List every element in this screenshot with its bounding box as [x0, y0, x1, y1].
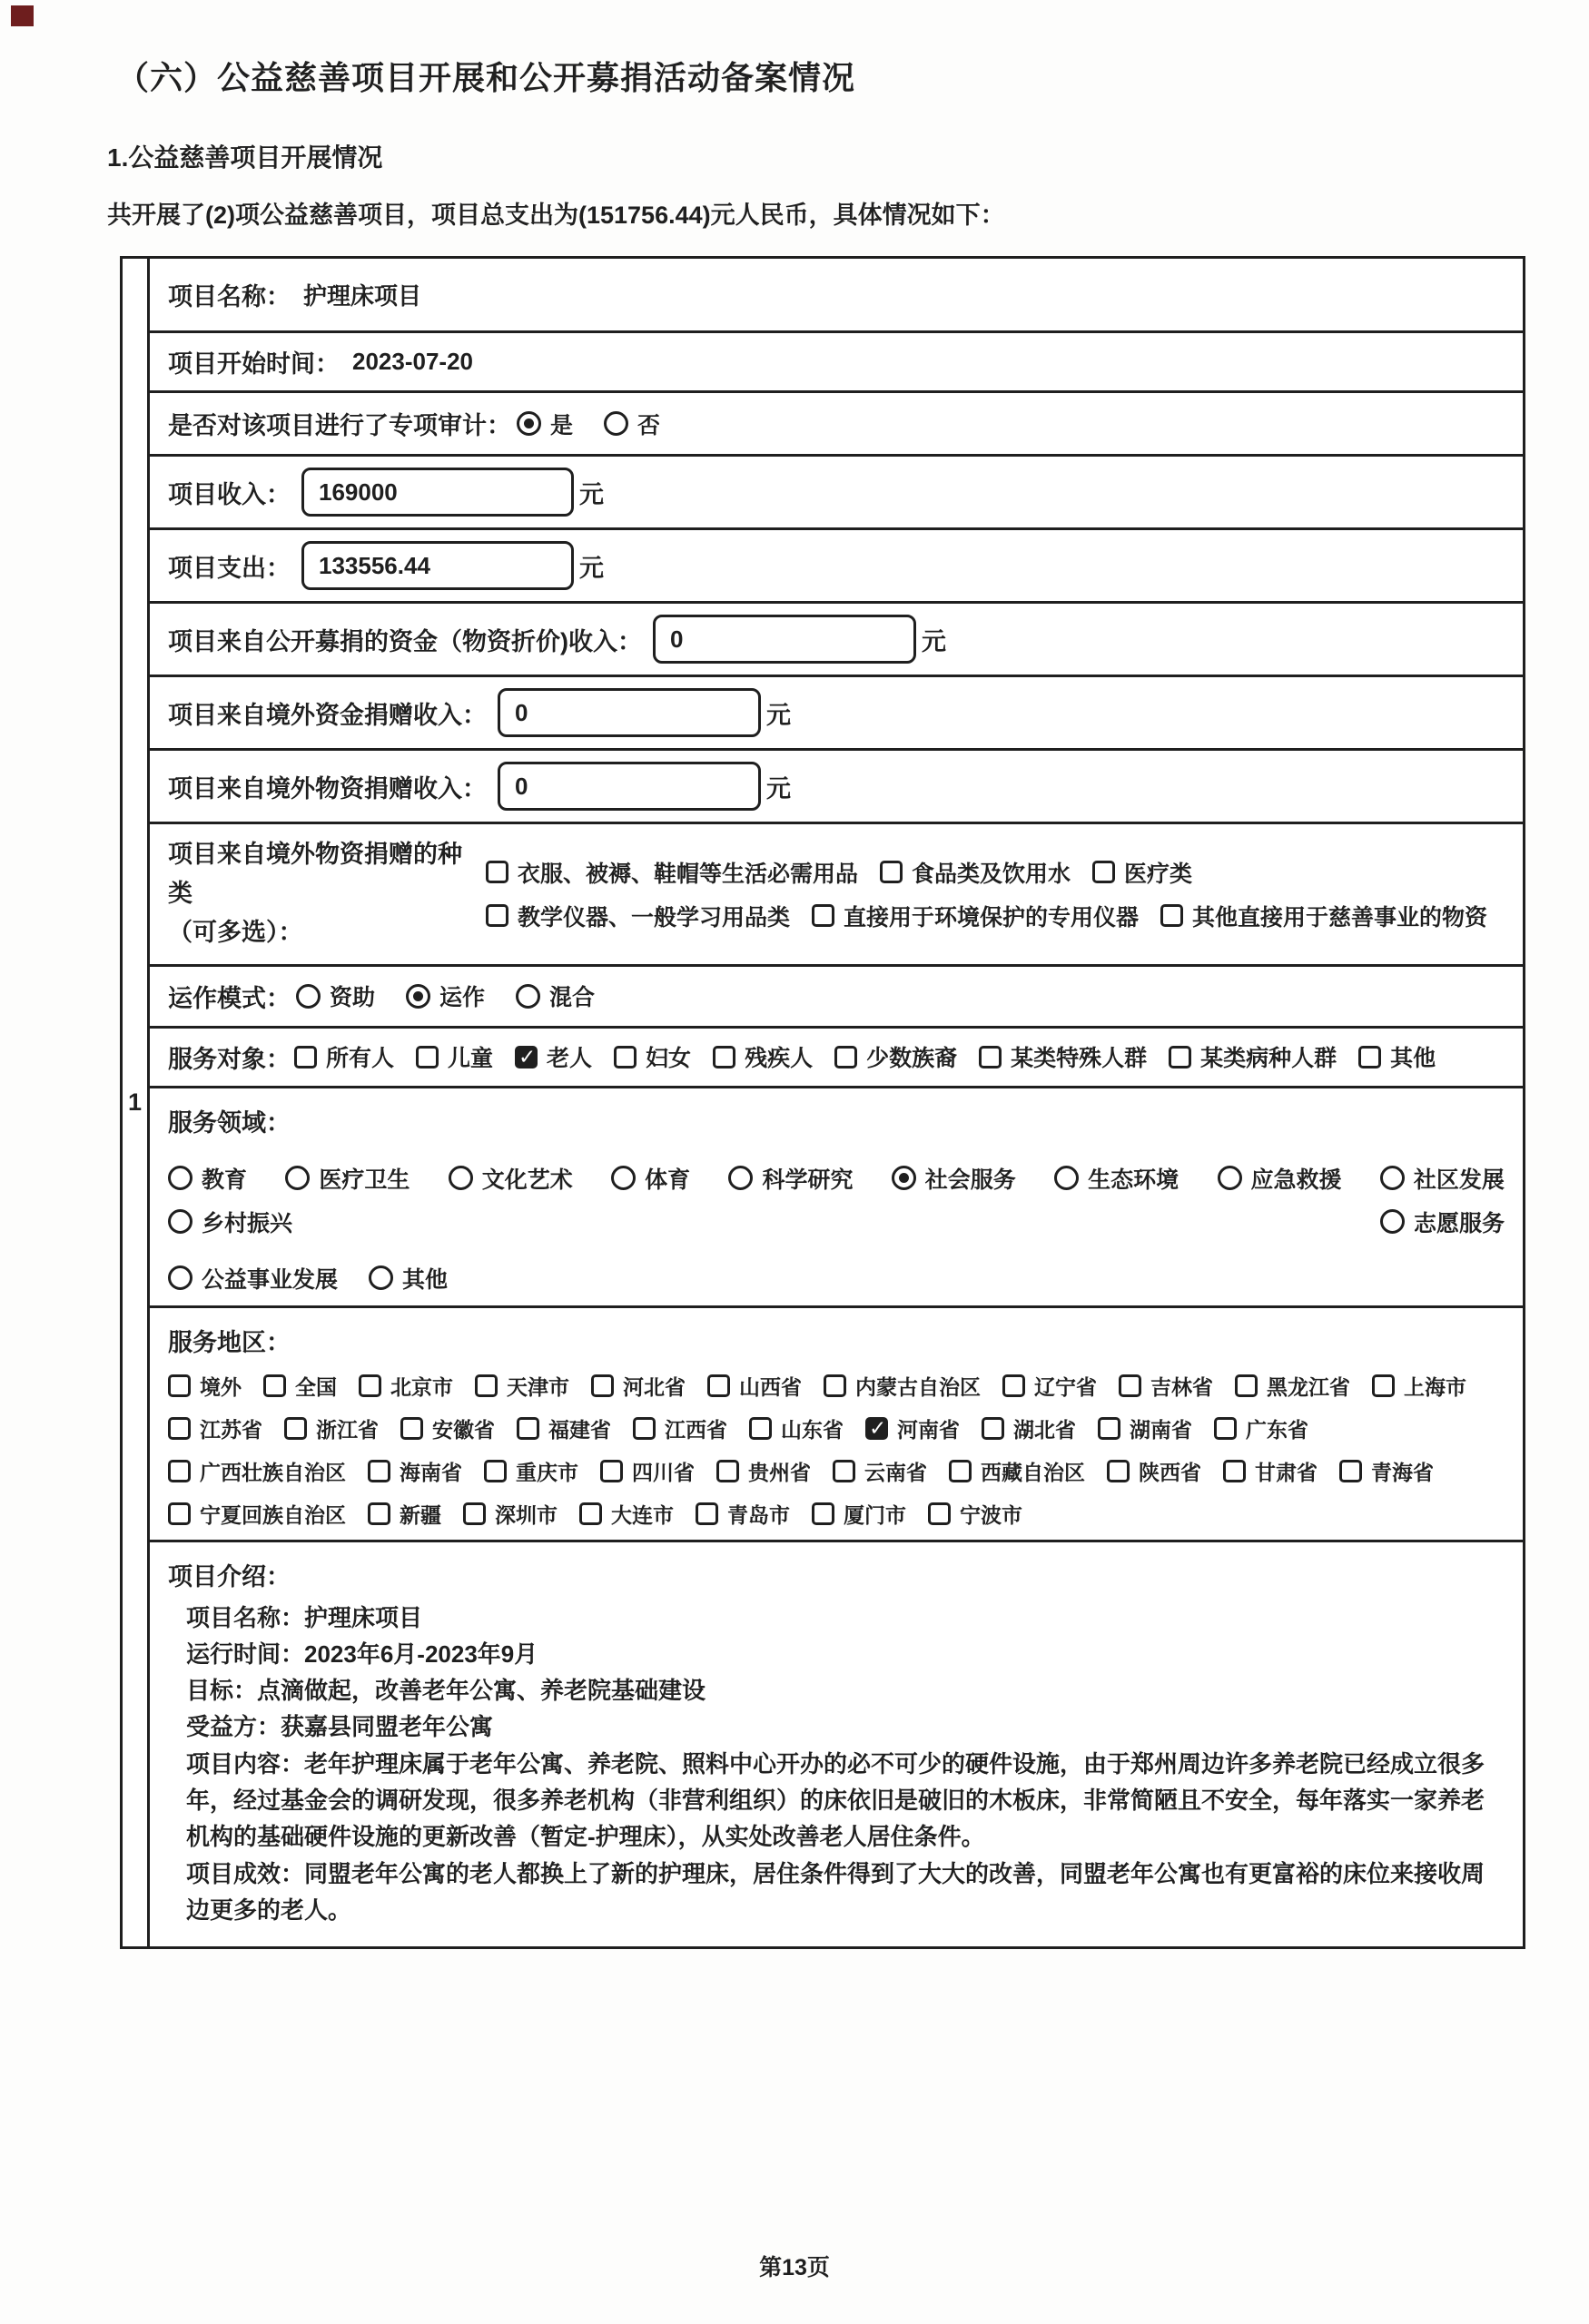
service-field-option[interactable] — [369, 1262, 448, 1295]
row-start-date — [150, 333, 1523, 393]
service-area-option-label: 江苏省 — [200, 1417, 262, 1442]
checkbox-icon — [824, 1374, 846, 1397]
introduction-line: 运行时间：2023年6月-2023年9月 — [186, 1640, 538, 1668]
service-area-option[interactable] — [824, 1371, 981, 1401]
radio-icon — [611, 1166, 636, 1190]
checkbox-icon — [633, 1417, 656, 1440]
overseas-funds-unit: 元 — [766, 701, 791, 729]
checkbox-icon — [749, 1417, 772, 1440]
service-targets-label: 服务对象： — [168, 1045, 291, 1073]
service-target-option[interactable] — [713, 1040, 813, 1073]
radio-icon — [1054, 1166, 1079, 1190]
service-field-option[interactable] — [728, 1162, 853, 1195]
checkbox-icon — [696, 1502, 718, 1525]
service-area-option-label: 西藏自治区 — [981, 1460, 1085, 1484]
service-field-option-label: 科学研究 — [762, 1167, 854, 1193]
checkbox-icon — [1107, 1460, 1130, 1482]
service-area-option-label: 境外 — [200, 1374, 242, 1399]
checkbox-icon — [1214, 1417, 1237, 1440]
service-area-option-label: 青岛市 — [727, 1502, 790, 1527]
radio-icon — [1218, 1166, 1242, 1190]
checkbox-icon — [579, 1502, 602, 1525]
radio-icon — [604, 411, 628, 436]
checkbox-icon — [475, 1374, 498, 1397]
service-area-option[interactable] — [284, 1413, 379, 1443]
service-target-option[interactable] — [979, 1040, 1147, 1073]
checkbox-icon — [486, 904, 508, 927]
introduction-line: 项目内容：老年护理床属于老年公寓、养老院、照料中心开办的必不可少的硬件设施，由于郑州周边许多养老院已经成立很多年，经过基金会的调研发现，很多养老机构（非营利组织）的床依旧是破旧的木板床，非常简陋且不安全，每年落实一家养老机构的基础硬件设施的更新改善（暂定-护理床），从实处改善老人居住条件。 — [186, 1749, 1485, 1851]
service-field-option[interactable] — [611, 1162, 690, 1195]
service-area-option-label: 深圳市 — [495, 1502, 558, 1527]
checkbox-icon — [486, 861, 508, 883]
service-area-option[interactable] — [707, 1371, 802, 1401]
service-area-option-label: 吉林省 — [1150, 1374, 1213, 1399]
service-area-option[interactable] — [716, 1456, 811, 1486]
summary-line: 共开展了(2)项公益慈善项目，项目总支出为(151756.44)元人民币，具体情况如下： — [107, 202, 1005, 229]
service-area-option-label: 安徽省 — [432, 1417, 495, 1442]
row-income — [150, 457, 1523, 530]
goods-type-option-label: 食品类及饮用水 — [912, 861, 1071, 887]
service-target-option[interactable] — [515, 1040, 592, 1073]
radio-icon — [1380, 1209, 1405, 1234]
checkbox-icon — [928, 1502, 951, 1525]
row-expense — [150, 530, 1523, 604]
service-field-option-label: 乡村振兴 — [202, 1210, 293, 1236]
radio-icon — [296, 984, 321, 1009]
service-area-option-label: 广东省 — [1246, 1417, 1308, 1442]
service-area-option-label: 陕西省 — [1139, 1460, 1201, 1484]
service-targets-options — [294, 1040, 1505, 1073]
service-area-option-label: 上海市 — [1404, 1374, 1466, 1399]
audit-option-label: 否 — [637, 412, 661, 438]
operation-mode-option-label: 资助 — [330, 985, 376, 1011]
public-fundraising-unit: 元 — [922, 627, 946, 655]
service-area-option-label: 宁波市 — [960, 1502, 1022, 1527]
service-area-option-label: 重庆市 — [516, 1460, 578, 1484]
service-area-option[interactable] — [1214, 1413, 1308, 1443]
expense-unit: 元 — [579, 554, 604, 582]
section-title: （六）公益慈善项目开展和公开募捐活动备案情况 — [116, 59, 856, 96]
service-target-option-label: 妇女 — [646, 1046, 692, 1072]
service-area-option[interactable] — [368, 1499, 441, 1529]
service-area-option[interactable] — [928, 1499, 1022, 1529]
checkbox-icon — [1339, 1460, 1362, 1482]
overseas-goods-unit: 元 — [766, 774, 791, 803]
service-fields-options-line2 — [168, 1262, 1505, 1295]
row-service-areas — [150, 1308, 1523, 1542]
row-service-fields — [150, 1088, 1523, 1308]
service-area-option-label: 厦门市 — [844, 1502, 906, 1527]
service-target-option[interactable] — [1358, 1040, 1436, 1073]
service-area-option[interactable] — [168, 1413, 262, 1443]
checkbox-icon — [1098, 1417, 1120, 1440]
subsection-title: 1.公益慈善项目开展情况 — [107, 143, 383, 172]
radio-icon — [517, 411, 541, 436]
service-area-option[interactable] — [463, 1499, 558, 1529]
checkbox-icon — [1002, 1374, 1025, 1397]
service-target-option[interactable] — [834, 1040, 957, 1073]
goods-type-option[interactable] — [812, 900, 1139, 932]
checkbox-icon — [368, 1460, 390, 1482]
audit-options — [517, 408, 660, 440]
row-overseas-funds-income — [150, 677, 1523, 751]
start-date-label: 项目开始时间： — [168, 350, 340, 378]
checkbox-icon — [463, 1502, 486, 1525]
goods-type-option-label: 其他直接用于慈善事业的物资 — [1192, 904, 1488, 931]
radio-icon — [168, 1166, 192, 1190]
service-target-option-label: 所有人 — [326, 1046, 395, 1072]
audit-option[interactable] — [604, 408, 660, 440]
checkbox-icon — [1169, 1046, 1191, 1068]
radio-icon — [369, 1265, 393, 1290]
service-field-option[interactable] — [1218, 1162, 1342, 1195]
checkbox-icon — [1372, 1374, 1395, 1397]
row-overseas-goods-income — [150, 751, 1523, 824]
service-area-option-label: 浙江省 — [316, 1417, 379, 1442]
checkbox-icon — [591, 1374, 614, 1397]
service-area-option[interactable] — [1372, 1371, 1466, 1401]
start-date-value: 2023-07-20 — [352, 348, 473, 375]
overseas-goods-label: 项目来自境外物资捐赠收入： — [168, 774, 487, 803]
service-area-option-label: 大连市 — [611, 1502, 674, 1527]
service-area-option-label: 山西省 — [739, 1374, 802, 1399]
expense-label: 项目支出： — [168, 554, 291, 582]
checkbox-icon — [284, 1417, 307, 1440]
overseas-goods-input[interactable]: 0 — [498, 762, 761, 811]
goods-type-option-label: 衣服、被褥、鞋帽等生活必需用品 — [518, 861, 859, 887]
introduction-line: 目标：点滴做起，改善老年公寓、养老院基础建设 — [186, 1677, 706, 1705]
service-target-option[interactable] — [614, 1040, 691, 1073]
service-area-option-label: 北京市 — [390, 1374, 453, 1399]
goods-type-option[interactable] — [880, 856, 1071, 889]
service-area-option-label: 全国 — [295, 1374, 337, 1399]
service-area-option[interactable] — [600, 1456, 695, 1486]
service-area-option-label: 青海省 — [1371, 1460, 1434, 1484]
project-name-value: 护理床项目 — [303, 282, 422, 310]
service-area-option[interactable] — [484, 1456, 578, 1486]
service-target-option-label: 其他 — [1390, 1046, 1436, 1072]
service-target-option-label: 儿童 — [448, 1046, 494, 1072]
service-area-option-label: 甘肃省 — [1255, 1460, 1318, 1484]
service-field-option-label: 体育 — [645, 1167, 691, 1193]
checkbox-icon — [400, 1417, 423, 1440]
goods-type-option[interactable] — [486, 900, 790, 932]
service-field-option[interactable] — [892, 1162, 1016, 1195]
checkbox-icon — [812, 1502, 834, 1525]
checkbox-icon — [1358, 1046, 1381, 1068]
service-area-option[interactable] — [696, 1499, 790, 1529]
row-introduction — [150, 1542, 1523, 1947]
service-field-option-label: 其他 — [402, 1266, 449, 1293]
service-area-option[interactable] — [168, 1499, 346, 1529]
service-area-option[interactable] — [633, 1413, 727, 1443]
service-area-option-label: 黑龙江省 — [1267, 1374, 1350, 1399]
operation-mode-label: 运作模式： — [168, 984, 291, 1012]
service-field-option[interactable] — [168, 1162, 247, 1195]
operation-mode-option-label: 混合 — [549, 985, 596, 1011]
page-footer: 第13页 — [759, 2255, 830, 2280]
service-area-option[interactable] — [812, 1499, 906, 1529]
service-area-option[interactable] — [359, 1371, 453, 1401]
checkbox-icon — [1160, 904, 1183, 927]
service-area-option[interactable] — [1339, 1456, 1434, 1486]
radio-icon — [892, 1166, 916, 1190]
audit-option[interactable] — [517, 408, 573, 440]
service-target-option-label: 某类病种人群 — [1200, 1046, 1337, 1072]
goods-type-option[interactable] — [1160, 900, 1487, 932]
expense-input[interactable]: 133556.44 — [301, 541, 574, 590]
checkbox-icon — [263, 1374, 286, 1397]
public-fundraising-label: 项目来自公开募捐的资金（物资折价)收入： — [168, 627, 642, 655]
checkbox-icon — [865, 1417, 888, 1440]
service-target-option-label: 少数族裔 — [866, 1046, 958, 1072]
checkbox-icon — [416, 1046, 439, 1068]
overseas-goods-types-label-line2: （可多选）： — [168, 919, 303, 947]
service-field-option[interactable] — [1380, 1206, 1505, 1238]
radio-icon — [516, 984, 540, 1009]
introduction-lines — [186, 1600, 1505, 1929]
checkbox-icon — [716, 1460, 739, 1482]
service-fields-options-line1 — [168, 1162, 1505, 1238]
service-field-option[interactable] — [285, 1162, 410, 1195]
radio-icon — [168, 1265, 192, 1290]
service-fields-label: 服务领域： — [168, 1108, 291, 1137]
radio-icon — [1380, 1166, 1405, 1190]
radio-icon — [728, 1166, 753, 1190]
service-area-option[interactable] — [1002, 1371, 1097, 1401]
goods-type-option[interactable] — [486, 856, 858, 889]
service-area-option-label: 海南省 — [400, 1460, 462, 1484]
row-public-fundraising-income — [150, 604, 1523, 677]
checkbox-icon — [880, 861, 903, 883]
checkbox-icon — [834, 1046, 857, 1068]
checkbox-icon — [833, 1460, 855, 1482]
service-area-option[interactable] — [579, 1499, 674, 1529]
service-areas-label: 服务地区： — [168, 1328, 291, 1356]
row-operation-mode — [150, 967, 1523, 1029]
introduction-line: 受益方：获嘉县同盟老年公寓 — [186, 1713, 494, 1741]
row-audit — [150, 393, 1523, 457]
row-service-targets — [150, 1029, 1523, 1088]
checkbox-icon — [812, 904, 834, 927]
service-field-option-label: 社会服务 — [924, 1167, 1016, 1193]
service-field-option-label: 生态环境 — [1088, 1167, 1179, 1193]
goods-type-option-label: 医疗类 — [1124, 861, 1193, 887]
overseas-goods-types-label — [168, 835, 486, 953]
overseas-funds-input[interactable]: 0 — [498, 688, 761, 737]
checkbox-icon — [168, 1374, 191, 1397]
audit-label: 是否对该项目进行了专项审计： — [168, 412, 511, 439]
service-target-option-label: 老人 — [547, 1046, 593, 1072]
income-unit: 元 — [579, 480, 604, 508]
service-field-option-label: 教育 — [202, 1167, 248, 1193]
project-table — [120, 256, 1525, 1949]
service-area-option[interactable] — [368, 1456, 462, 1486]
service-target-option[interactable] — [416, 1040, 493, 1073]
radio-icon — [449, 1166, 473, 1190]
radio-icon — [285, 1166, 310, 1190]
project-table-rows — [150, 259, 1523, 1946]
service-area-option[interactable] — [1223, 1456, 1318, 1486]
checkbox-icon — [1119, 1374, 1141, 1397]
service-field-option-label: 医疗卫生 — [319, 1167, 410, 1193]
service-area-option-label: 内蒙古自治区 — [855, 1374, 981, 1399]
checkbox-icon — [982, 1417, 1004, 1440]
checkbox-icon — [168, 1417, 191, 1440]
service-area-option-label: 河南省 — [897, 1417, 960, 1442]
service-areas-options — [168, 1371, 1505, 1529]
service-area-option-label: 四川省 — [632, 1460, 695, 1484]
operation-mode-option-label: 运作 — [439, 985, 486, 1011]
checkbox-icon — [368, 1502, 390, 1525]
service-field-option[interactable] — [168, 1262, 338, 1295]
service-area-option[interactable] — [749, 1413, 844, 1443]
introduction-line: 项目名称：护理床项目 — [186, 1603, 423, 1631]
service-field-option[interactable] — [449, 1162, 573, 1195]
operation-mode-option[interactable] — [406, 980, 485, 1012]
checkbox-icon — [359, 1374, 381, 1397]
service-area-option-label: 云南省 — [864, 1460, 927, 1484]
checkbox-icon — [614, 1046, 637, 1068]
operation-mode-option[interactable] — [296, 980, 375, 1012]
service-target-option-label: 残疾人 — [745, 1046, 814, 1072]
checkbox-icon — [713, 1046, 735, 1068]
operation-mode-options — [296, 980, 595, 1012]
service-field-option-label: 应急救援 — [1250, 1167, 1342, 1193]
service-area-option[interactable] — [1235, 1371, 1350, 1401]
checkbox-icon — [1235, 1374, 1258, 1397]
checkbox-icon — [1092, 861, 1115, 883]
checkbox-icon — [979, 1046, 1002, 1068]
service-area-option[interactable] — [591, 1371, 686, 1401]
service-area-option-label: 宁夏回族自治区 — [200, 1502, 346, 1527]
checkbox-icon — [168, 1502, 191, 1525]
checkbox-icon — [517, 1417, 539, 1440]
service-area-option-label: 天津市 — [507, 1374, 569, 1399]
introduction-label: 项目介绍： — [168, 1562, 291, 1590]
service-field-option-label: 公益事业发展 — [202, 1266, 339, 1293]
service-target-option-label: 某类特殊人群 — [1011, 1046, 1148, 1072]
service-area-option-label: 贵州省 — [748, 1460, 811, 1484]
service-area-option[interactable] — [949, 1456, 1085, 1486]
service-area-option[interactable] — [517, 1413, 611, 1443]
service-area-option-label: 湖北省 — [1013, 1417, 1076, 1442]
service-area-option[interactable] — [833, 1456, 927, 1486]
operation-mode-option[interactable] — [516, 980, 595, 1012]
service-field-option-label: 志愿服务 — [1413, 1210, 1505, 1236]
scan-artifact-mark — [11, 5, 34, 26]
service-area-option[interactable] — [865, 1413, 960, 1443]
service-area-option-label: 福建省 — [548, 1417, 611, 1442]
introduction-line: 项目成效：同盟老年公寓的老人都换上了新的护理床，居住条件得到了大大的改善，同盟老年公寓也有更富裕的床位来接收周边更多的老人。 — [186, 1859, 1485, 1924]
service-area-option[interactable] — [263, 1371, 337, 1401]
service-area-option[interactable] — [1107, 1456, 1201, 1486]
service-area-option-label: 广西壮族自治区 — [200, 1460, 346, 1484]
project-name-label: 项目名称： — [168, 283, 291, 310]
overseas-goods-types-options — [486, 856, 1505, 932]
service-area-option[interactable] — [475, 1371, 569, 1401]
checkbox-icon — [600, 1460, 623, 1482]
checkbox-icon — [294, 1046, 317, 1068]
goods-type-option[interactable] — [1092, 856, 1192, 889]
service-field-option[interactable] — [168, 1206, 292, 1238]
service-area-option[interactable] — [168, 1371, 242, 1401]
service-area-option-label: 湖南省 — [1130, 1417, 1192, 1442]
service-area-option[interactable] — [1098, 1413, 1192, 1443]
income-input[interactable]: 169000 — [301, 468, 574, 517]
row-project-name — [150, 259, 1523, 333]
row-overseas-goods-types — [150, 824, 1523, 967]
public-fundraising-input[interactable]: 0 — [653, 615, 916, 664]
service-area-option-label: 河北省 — [623, 1374, 686, 1399]
income-label: 项目收入： — [168, 480, 291, 508]
service-area-option[interactable] — [400, 1413, 495, 1443]
service-area-option-label: 辽宁省 — [1034, 1374, 1097, 1399]
overseas-funds-label: 项目来自境外资金捐赠收入： — [168, 701, 487, 729]
checkbox-icon — [1223, 1460, 1246, 1482]
service-area-option-label: 新疆 — [400, 1502, 441, 1527]
checkbox-icon — [707, 1374, 730, 1397]
goods-type-option-label: 直接用于环境保护的专用仪器 — [844, 904, 1140, 931]
radio-icon — [168, 1209, 192, 1234]
service-area-option-label: 山东省 — [781, 1417, 844, 1442]
service-area-option[interactable] — [168, 1456, 346, 1486]
checkbox-icon — [168, 1460, 191, 1482]
checkbox-icon — [949, 1460, 972, 1482]
overseas-goods-types-label-line1: 项目来自境外物资捐赠的种类 — [168, 841, 462, 908]
checkbox-icon — [484, 1460, 507, 1482]
service-field-option[interactable] — [1380, 1162, 1505, 1195]
service-target-option[interactable] — [294, 1040, 394, 1073]
service-area-option-label: 江西省 — [665, 1417, 727, 1442]
service-field-option-label: 文化艺术 — [481, 1167, 573, 1193]
service-area-option[interactable] — [1119, 1371, 1213, 1401]
service-target-option[interactable] — [1169, 1040, 1337, 1073]
checkbox-icon — [515, 1046, 538, 1068]
radio-icon — [406, 984, 430, 1009]
row-number: 1 — [123, 259, 150, 1946]
service-area-option[interactable] — [982, 1413, 1076, 1443]
audit-option-label: 是 — [550, 412, 574, 438]
goods-type-option-label: 教学仪器、一般学习用品类 — [518, 904, 791, 931]
service-field-option-label: 社区发展 — [1413, 1167, 1505, 1193]
service-field-option[interactable] — [1054, 1162, 1179, 1195]
